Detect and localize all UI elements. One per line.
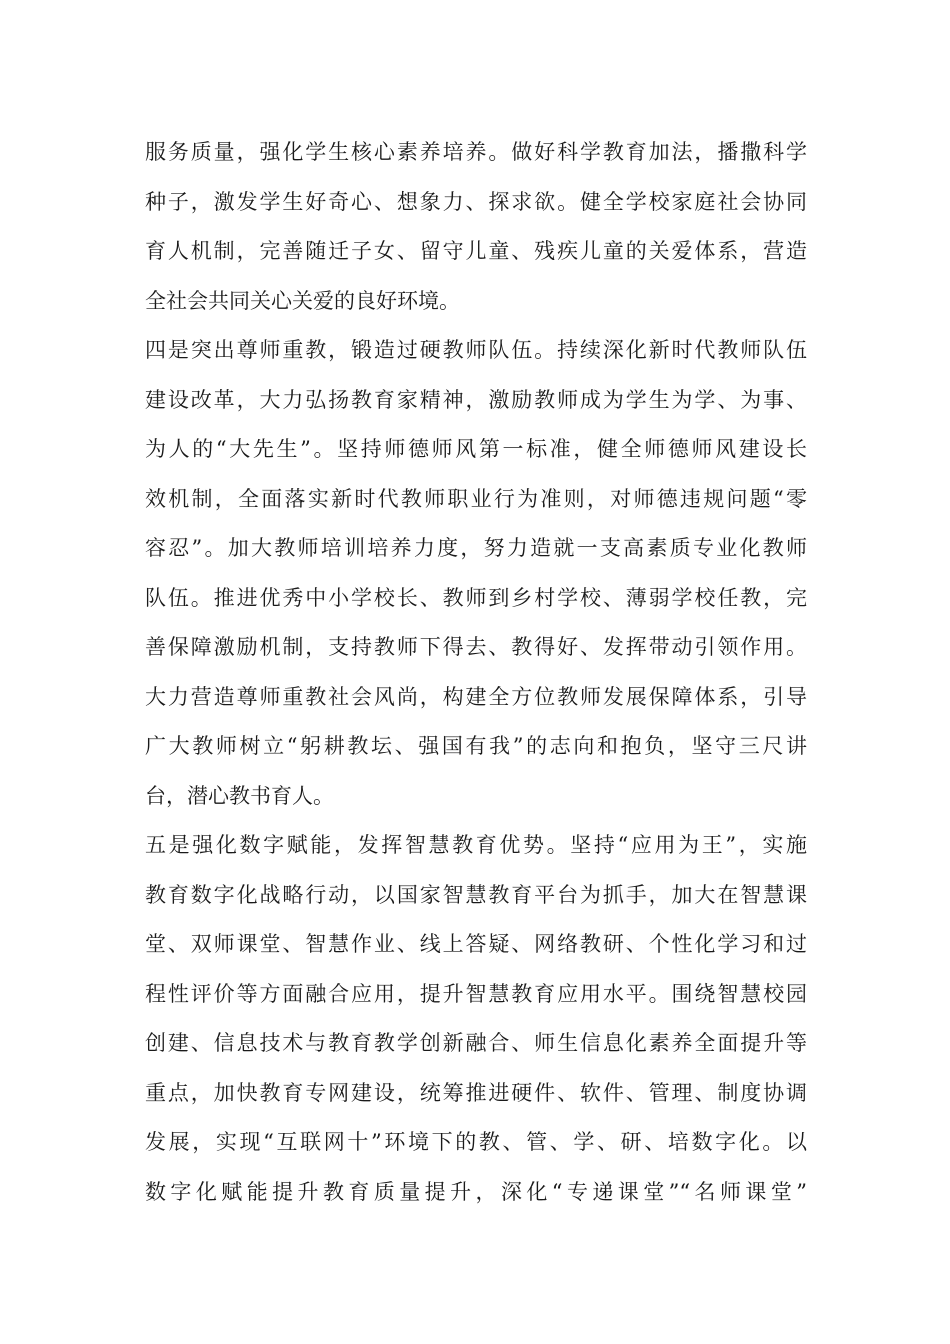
text-line: 程性评价等方面融合应用，提升智慧教育应用水平。围绕智慧校园 bbox=[145, 981, 807, 1006]
text-line: 服务质量，强化学生核心素养培养。做好科学教育加法，播撒科学 bbox=[145, 140, 807, 164]
text-line: 台，潜心教书育人。 bbox=[145, 783, 334, 808]
text-line: 重点，加快教育专网建设，统筹推进硬件、软件、管理、制度协调 bbox=[145, 1080, 807, 1105]
text-line: 效机制，全面落实新时代教师职业行为准则，对师德违规问题“零 bbox=[145, 486, 807, 511]
text-line: 创建、信息技术与教育教学创新融合、师生信息化素养全面提升等 bbox=[145, 1031, 807, 1055]
text-line: 四是突出尊师重教，锻造过硬教师队伍。持续深化新时代教师队伍 bbox=[145, 338, 807, 362]
text-line: 教育数字化战略行动，以国家智慧教育平台为抓手，加大在智慧课 bbox=[145, 882, 807, 907]
text-line: 善保障激励机制，支持教师下得去、教得好、发挥带动引领作用。 bbox=[145, 635, 807, 659]
text-line: 种子，激发学生好奇心、想象力、探求欲。健全学校家庭社会协同 bbox=[145, 189, 807, 214]
text-line: 容忍”。加大教师培训培养力度，努力造就一支高素质专业化教师 bbox=[145, 536, 807, 560]
text-line: 五是强化数字赋能，发挥智慧教育优势。坚持“应用为王”，实施 bbox=[145, 833, 807, 857]
body-text bbox=[145, 128, 807, 1217]
text-line: 广大教师树立“躬耕教坛、强国有我”的志向和抱负，坚守三尺讲 bbox=[145, 734, 807, 758]
text-line: 发展，实现“互联网十”环境下的教、管、学、研、培数字化。以 bbox=[145, 1130, 807, 1154]
text-line: 数字化赋能提升教育质量提升，深化“专递课堂”“名师课堂” bbox=[145, 1179, 807, 1204]
text-line: 大力营造尊师重教社会风尚，构建全方位教师发展保障体系，引导 bbox=[145, 684, 807, 709]
text-line: 建设改革，大力弘扬教育家精神，激励教师成为学生为学、为事、 bbox=[145, 387, 807, 412]
text-line: 队伍。推进优秀中小学校长、教师到乡村学校、薄弱学校任教，完 bbox=[145, 585, 807, 610]
text-line: 堂、双师课堂、智慧作业、线上答疑、网络教研、个性化学习和过 bbox=[145, 932, 807, 956]
text-line: 育人机制，完善随迁子女、留守儿童、残疾儿童的关爱体系，营造 bbox=[145, 239, 807, 263]
text-line: 全社会共同关心关爱的良好环境。 bbox=[145, 288, 460, 313]
text-line: 为人的“大先生”。坚持师德师风第一标准，健全师德师风建设长 bbox=[145, 437, 807, 461]
